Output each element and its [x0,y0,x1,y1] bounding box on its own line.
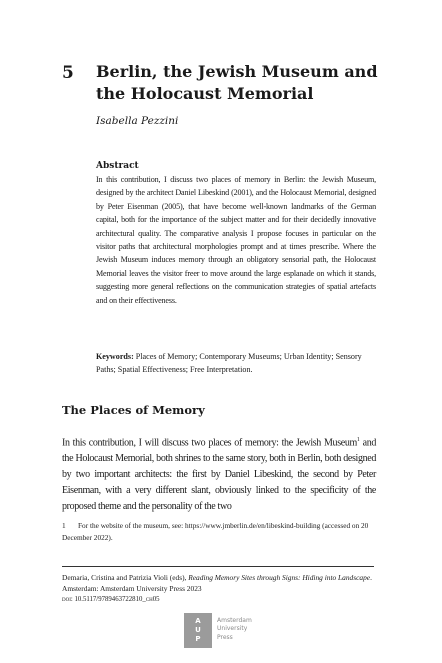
logo-letter-a: A [195,617,201,625]
citation-publisher: . Amsterdam: Amsterdam University Press 2023 [62,573,372,593]
aup-logo [184,613,212,648]
citation-divider [62,566,374,567]
abstract-heading: Abstract [96,161,139,171]
footnote-marker[interactable]: 1 [356,437,360,443]
chapter-author: Isabella Pezzini [96,115,179,127]
footnote-text[interactable]: For the website of the museum, see: https://www.jmberlin.de/en/libeskind-building (accessed on 20 December 2022). [62,521,369,542]
footnote-number: 1 [62,521,66,530]
publisher-line-3: Press [217,633,233,641]
keywords-label: Keywords: [96,352,134,361]
footnote [62,520,376,543]
publisher-line-1: Amsterdam [217,617,252,624]
keywords [96,350,376,377]
section-heading: The Places of Memory [62,403,205,417]
logo-letter-p: P [195,635,201,643]
paragraph-text-start: In this contribution, I will discuss two places of memory: the Jewish Museum [62,437,357,449]
publisher-name [217,617,252,642]
chapter-title: Berlin, the Jewish Museum and the Holocaust Memorial [96,62,378,103]
body-paragraph [62,433,376,515]
citation-book-title: Reading Memory Sites through Signs: Hiding into Landscape [188,573,371,582]
abstract-text: In this contribution, I discuss two places of memory in Berlin: the Jewish Museum, designed by the architect Daniel Libeskind (2001), and the Holocaust Memorial, designed by Peter Eisenman (2005), that have become well-known landmarks of the German capital, both for the importance of the subject matter and for their decidedly innovative architectural quality. The comparative analysis I propose focuses in particular on the visitor paths that architectural morphologies prompt and at times prescribe. Where the Jewish Museum induces memory through an obligatory sensorial path, the Holocaust Memorial leaves the visitor freer to move around the large esplanade on which it stands, suggesting more general reflections on the communication strategies of spatial artefacts and on their effectiveness. [96,175,376,305]
citation-authors: Demaria, Cristina and Patrizia Violi (eds), [62,573,189,582]
citation-doi[interactable]: doi: 10.5117/9789463722810_ch05 [62,596,160,604]
chapter-number: 5 [62,63,74,83]
paragraph-text-end: and the Holocaust Memorial, both shrines to the same story, both in Berlin, both designed by two important architects: the first by Daniel Libeskind, the second by Peter Eisenman, with a very different slant, obviously linked to the specificity of the proposed theme and the personality of the two [62,437,376,512]
publisher-line-2: University [217,625,248,633]
keywords-text: Places of Memory; Contemporary Museums; Urban Identity; Sensory Paths; Spatial Effectiveness; Free Interpretation. [96,352,362,375]
citation-block [62,573,376,606]
logo-letter-u: U [195,626,201,634]
